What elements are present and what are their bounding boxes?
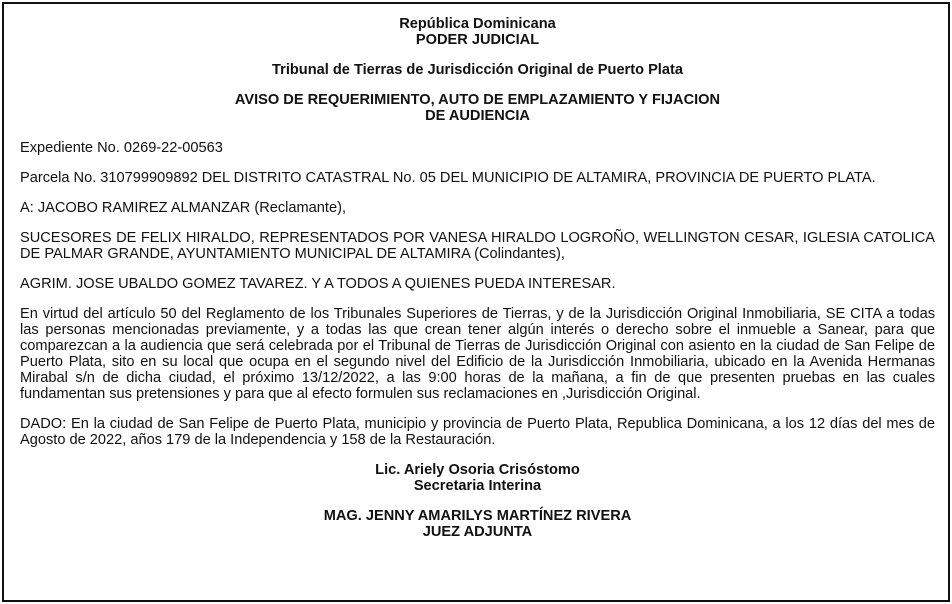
parcela-description: Parcela No. 310799909892 DEL DISTRITO CATASTRAL No. 05 DEL MUNICIPIO DE ALTAMIRA, PROVINCIA DE PUERTO PLATA. bbox=[20, 170, 876, 186]
header-block bbox=[20, 16, 935, 48]
addressee-claimant: A: JACOBO RAMIREZ ALMANZAR (Reclamante), bbox=[20, 200, 346, 216]
expediente-number: Expediente No. 0269-22-00563 bbox=[20, 140, 223, 156]
secretary-signature bbox=[20, 462, 935, 494]
notice-title-line-2: DE AUDIENCIA bbox=[425, 108, 530, 124]
judge-name: MAG. JENNY AMARILYS MARTÍNEZ RIVERA bbox=[323, 508, 632, 524]
surveyor-and-interested: AGRIM. JOSE UBALDO GOMEZ TAVAREZ. Y A TODOS A QUIENES PUEDA INTERESAR. bbox=[20, 276, 616, 292]
notice-title bbox=[20, 92, 935, 124]
judge-title: JUEZ ADJUNTA bbox=[422, 524, 533, 540]
citation-paragraph: En virtud del artículo 50 del Reglamento de los Tribunales Superiores de Tierras, y de la Jurisdicción Original Inmobiliaria, SE CITA a todas las personas mencionadas previamente, y a todas las que crean tener algún interés o derecho sobre el inmueble a Sanear, para que comparezcan a la audiencia que será celebrada por el Tribunal de Tierras de Jurisdicción Original con asiento en la ciudad de San Felipe de Puerto Plata, sito en su local que ocupa en el segundo nivel del Edificio de la Jurisdicción Inmobiliaria, ubicado en la Avenida Hermanas Mirabal s/n de dicha ciudad, el próximo 13/12/2022, a las 9:00 horas de la mañana, a fin de que presenten pruebas en las cuales fundamentan sus pretensiones y para que al efecto formulen sus reclamaciones en ,Jurisdicción Original. bbox=[20, 306, 935, 402]
notice-title-line-1: AVISO DE REQUERIMIENTO, AUTO DE EMPLAZAMIENTO Y FIJACION bbox=[234, 92, 721, 108]
secretary-name: Lic. Ariely Osoria Crisóstomo bbox=[375, 462, 580, 478]
judicial-branch: PODER JUDICIAL bbox=[415, 32, 540, 48]
dado-paragraph: DADO: En la ciudad de San Felipe de Puerto Plata, municipio y provincia de Puerto Plata, Republica Dominicana, a los 12 días del mes de Agosto de 2022, años 179 de la Independencia y 158 de la Restauración. bbox=[20, 416, 935, 448]
country-name: República Dominicana bbox=[399, 16, 556, 32]
judge-signature bbox=[20, 508, 935, 540]
legal-notice bbox=[2, 2, 950, 602]
adjacent-owners: SUCESORES DE FELIX HIRALDO, REPRESENTADOS POR VANESA HIRALDO LOGROÑO, WELLINGTON CESAR, IGLESIA CATOLICA DE PALMAR GRANDE, AYUNTAMIENTO MUNICIPAL DE ALTAMIRA (Colindantes), bbox=[20, 230, 935, 262]
court-name: Tribunal de Tierras de Jurisdicción Original de Puerto Plata bbox=[272, 62, 683, 78]
secretary-title: Secretaria Interina bbox=[413, 478, 542, 494]
